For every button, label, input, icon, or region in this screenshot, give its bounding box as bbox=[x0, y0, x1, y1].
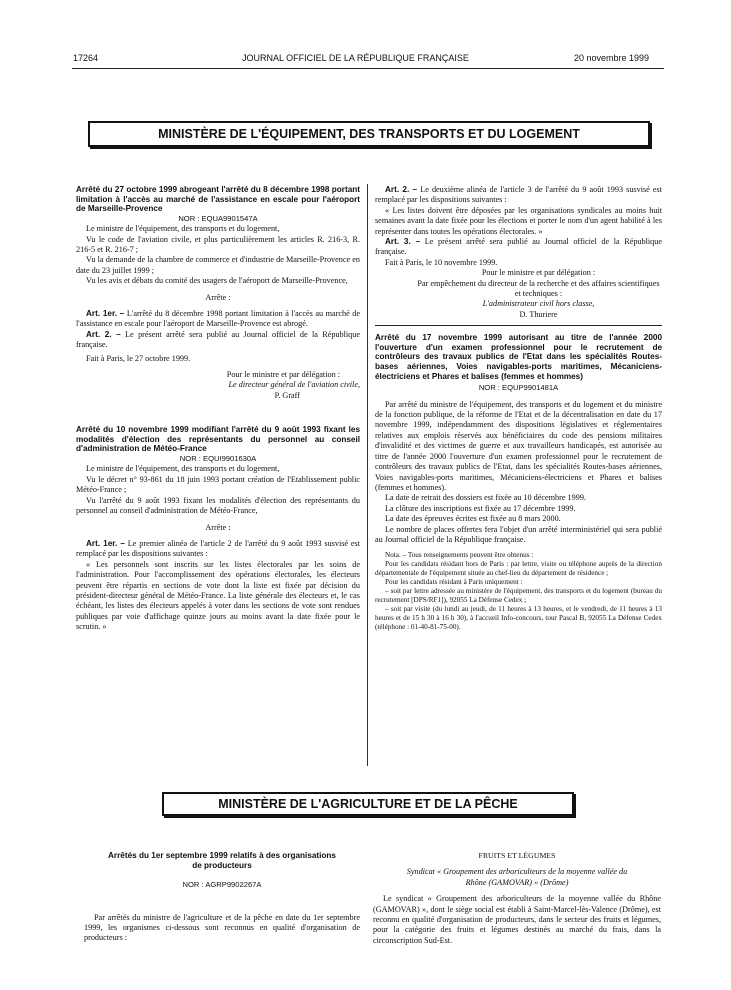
visa: Vu le décret n° 93-861 du 18 juin 1993 portant création de l'Etablissement public Météo-France ; bbox=[76, 474, 360, 495]
arrete-17-novembre bbox=[375, 333, 662, 632]
quoted-text: « Les personnels sont inscrits sur les listes électorales par les soins de l'administration. Pour l'accomplissement des opérations électorales, les électeurs peuvent être répartis en sections de vote dont la liste est fixée par décision du président-directeur général de Météo-France. La liste générale des électeurs et, le cas échéant, les listes des électeurs appelés à voter dans les sections de vote sont rendues publiques par voie d'affichage quinze jours au moins avant la date fixée pour le scrutin. » bbox=[76, 559, 360, 632]
ministry-equipement-heading: MINISTÈRE DE L'ÉQUIPEMENT, DES TRANSPORTS ET DU LOGEMENT bbox=[88, 121, 650, 147]
preamble: Le ministre de l'équipement, des transports et du logement, bbox=[86, 224, 280, 234]
signature-name: P. Graff bbox=[274, 390, 300, 400]
article-2-meteo: Art. 2. – Le deuxième alinéa de l'article 3 de l'arrêté du 9 août 1993 susvisé est remplacé par les dispositions suivantes : bbox=[375, 185, 662, 205]
nota-item: – soit par visite (du lundi au jeudi, de 11 heures à 13 heures, et le vendredi, de 11 heures à 13 heures et de 15 h 30 à 16 h 30), à l'accueil Info-concours, tour Pascal B, 92055 La Défense Cedex (téléphone : 01-40-81-75-00). bbox=[375, 605, 662, 632]
visa: Vu le code de l'aviation civile, et plus particulièrement les articles R. 216-3, R. 216-5 et R. 216-7 ; bbox=[76, 234, 360, 254]
nota-item: – soit par lettre adressée au ministère de l'équipement, des transports et du logement (bureau du recrutement [DPS/RF1]), 92055 La Défense Cedex ; bbox=[375, 587, 662, 605]
arrete-27-octobre bbox=[76, 185, 360, 401]
column-separator bbox=[367, 184, 368, 766]
nor-reference: NOR : EQUP9901481A bbox=[478, 383, 559, 393]
signature-title: Le directeur général de l'aviation civile, bbox=[228, 380, 360, 390]
header-rule bbox=[72, 68, 664, 69]
article-2: Art. 2. – Le présent arrêté sera publié au Journal officiel de la République française. bbox=[76, 329, 360, 350]
visa: Vu la demande de la chambre de commerce et d'industrie de Marseille-Provence en date du 23 juillet 1999 ; bbox=[76, 255, 360, 275]
nota-item: Pour les candidats résidant hors de Paris : par lettre, visite ou téléphone auprès de la direction départementale de l'équipement située au chef-lieu du département de résidence ; bbox=[375, 560, 662, 578]
article-title: Arrêtés du 1er septembre 1999 relatifs à des organisations de producteurs bbox=[108, 851, 336, 870]
article-1: Art. 1er. – Le premier alinéa de l'article 2 de l'arrêté du 9 août 1993 susvisé est remplacé par les dispositions suivantes : bbox=[76, 538, 360, 559]
signature-title: L'administrateur civil hors classe, bbox=[482, 299, 595, 309]
agriculture-left-column bbox=[84, 851, 360, 944]
signature-name: D. Thuriere bbox=[519, 309, 558, 319]
article-title: Arrêté du 10 novembre 1999 modifiant l'arrêté du 9 août 1993 fixant les modalités d'élection des représentants du personnel au conseil d'administration de Météo-France bbox=[76, 425, 360, 454]
agriculture-right-column bbox=[373, 851, 661, 946]
article-title: Arrêté du 27 octobre 1999 abrogeant l'arrêté du 8 décembre 1998 portant limitation à l'accès au marché de l'assistance en escale pour l'aéroport de Marseille-Provence bbox=[76, 185, 360, 214]
arrete-label: Arrête : bbox=[205, 522, 231, 532]
nota: Nota. – Tous renseignements peuvent être obtenus : bbox=[385, 551, 534, 560]
visa: Vu l'arrêté du 9 août 1993 fixant les modalités d'élection des représentants du personnel au conseil d'administration de Météo-France, bbox=[76, 495, 360, 516]
issue-date: 20 novembre 1999 bbox=[574, 53, 650, 63]
right-column bbox=[375, 185, 662, 632]
done-at: Fait à Paris, le 10 novembre 1999. bbox=[385, 257, 498, 267]
paragraph: Par arrêtés du ministre de l'agriculture et de la pêche en date du 1er septembre 1999, les organismes ci-dessous sont reconnus en qualité d'organisation de producteurs : bbox=[84, 912, 360, 943]
syndicat-title: Syndicat « Groupement des arboriculteurs de la moyenne vallée du Rhône (GAMOVAR) » (Drôme) bbox=[406, 867, 628, 887]
page-number: 17264 bbox=[73, 53, 99, 63]
ministry-agriculture-heading: MINISTÈRE DE L'AGRICULTURE ET DE LA PÊCHE bbox=[162, 792, 574, 816]
quoted-text: « Les listes doivent être déposées par les organisations syndicales au moins huit semaines avant la date fixée pour les élections et porter le nom d'un agent habilité à les représenter dans toutes les opérations électorales. » bbox=[375, 205, 662, 236]
done-at: Fait à Paris, le 27 octobre 1999. bbox=[86, 353, 191, 363]
paragraph: La date de retrait des dossiers est fixée au 10 décembre 1999. bbox=[385, 493, 586, 503]
paragraph: Le syndicat « Groupement des arboriculteurs de la moyenne vallée du Rhône (GAMOVAR) », dont le siège social est établi à Saint-Marcel-lès-Valence (Drôme), est reconnu en qualité d'organisation de producteurs, dans le secteur des fruits et légumes, pour la catégorie des fruits et légumes destinés au marché du frais, dans la circonscription Sud-Est. bbox=[373, 894, 661, 945]
section-heading: FRUITS ET LÉGUMES bbox=[478, 851, 556, 860]
arrete-10-novembre bbox=[76, 425, 360, 632]
signature-line: Pour le ministre et par délégation : bbox=[226, 370, 340, 380]
journal-title: JOURNAL OFFICIEL DE LA RÉPUBLIQUE FRANÇAISE bbox=[242, 53, 469, 63]
paragraph: Le nombre de places offertes fera l'objet d'un arrêté interministériel qui sera publié au Journal officiel de la République française. bbox=[375, 524, 662, 544]
visa: Vu les avis et débats du comité des usagers de l'aéroport de Marseille-Provence, bbox=[86, 276, 348, 286]
nor-reference: NOR : EQUA9901547A bbox=[178, 213, 258, 223]
article-3-meteo: Art. 3. – Le présent arrêté sera publié au Journal officiel de la République française. bbox=[375, 237, 662, 257]
article-title: Arrêté du 17 novembre 1999 autorisant au titre de l'année 2000 l'ouverture d'un examen professionnel pour le recrutement de contrôleurs des travaux publics de l'Etat dans les spécialités Routes-bases aériennes, Voies navigables-ports maritimes, Mécaniciens-électriciens et Phares et balises (femmes et hommes) bbox=[375, 333, 662, 381]
paragraph: La date des épreuves écrites est fixée au 8 mars 2000. bbox=[385, 514, 561, 524]
signature-line: Pour le ministre et par délégation : bbox=[481, 268, 596, 278]
article-1: Art. 1er. – L'arrêté du 8 décembre 1998 portant limitation à l'accès au marché de l'assistance en escale pour l'aéroport de Marseille-Provence est abrogé. bbox=[76, 309, 360, 329]
paragraph: La clôture des inscriptions est fixée au 17 décembre 1999. bbox=[385, 503, 576, 513]
nota-item: Pour les candidats résidant à Paris uniquement : bbox=[385, 578, 523, 587]
nor-reference: NOR : AGRP9902267A bbox=[182, 880, 262, 890]
page-header bbox=[0, 53, 731, 67]
preamble: Le ministre de l'équipement, des transports et du logement, bbox=[86, 464, 280, 474]
left-column bbox=[76, 185, 360, 633]
nor-reference: NOR : EQUI9901630A bbox=[179, 454, 257, 464]
arrete-label: Arrête : bbox=[205, 292, 231, 302]
paragraph: Par arrêté du ministre de l'équipement, des transports et du logement et du ministre de la fonction publique, de la réforme de l'Etat et de la décentralisation en date du 17 novembre 1999, indépendamment des dispositions législatives et réglementaires relatives aux emplois réservés aux bénéficiaires du code des pensions militaires d'invalidité et des victimes de guerre et aux travailleurs handicapés, est autorisée au titre de l'année 2000 l'ouverture d'un examen professionnel pour le recrutement de contrôleurs des travaux publics de l'Etat, dans les spécialités Routes-bases aériennes, Voies navigables-ports maritimes, Mécaniciens-électriciens et Phares et balises (femmes et hommes). bbox=[375, 399, 662, 492]
section-rule bbox=[375, 325, 662, 326]
signature-line: Par empêchement du directeur de la recherche et des affaires scientifiques et techniques : bbox=[417, 278, 660, 299]
